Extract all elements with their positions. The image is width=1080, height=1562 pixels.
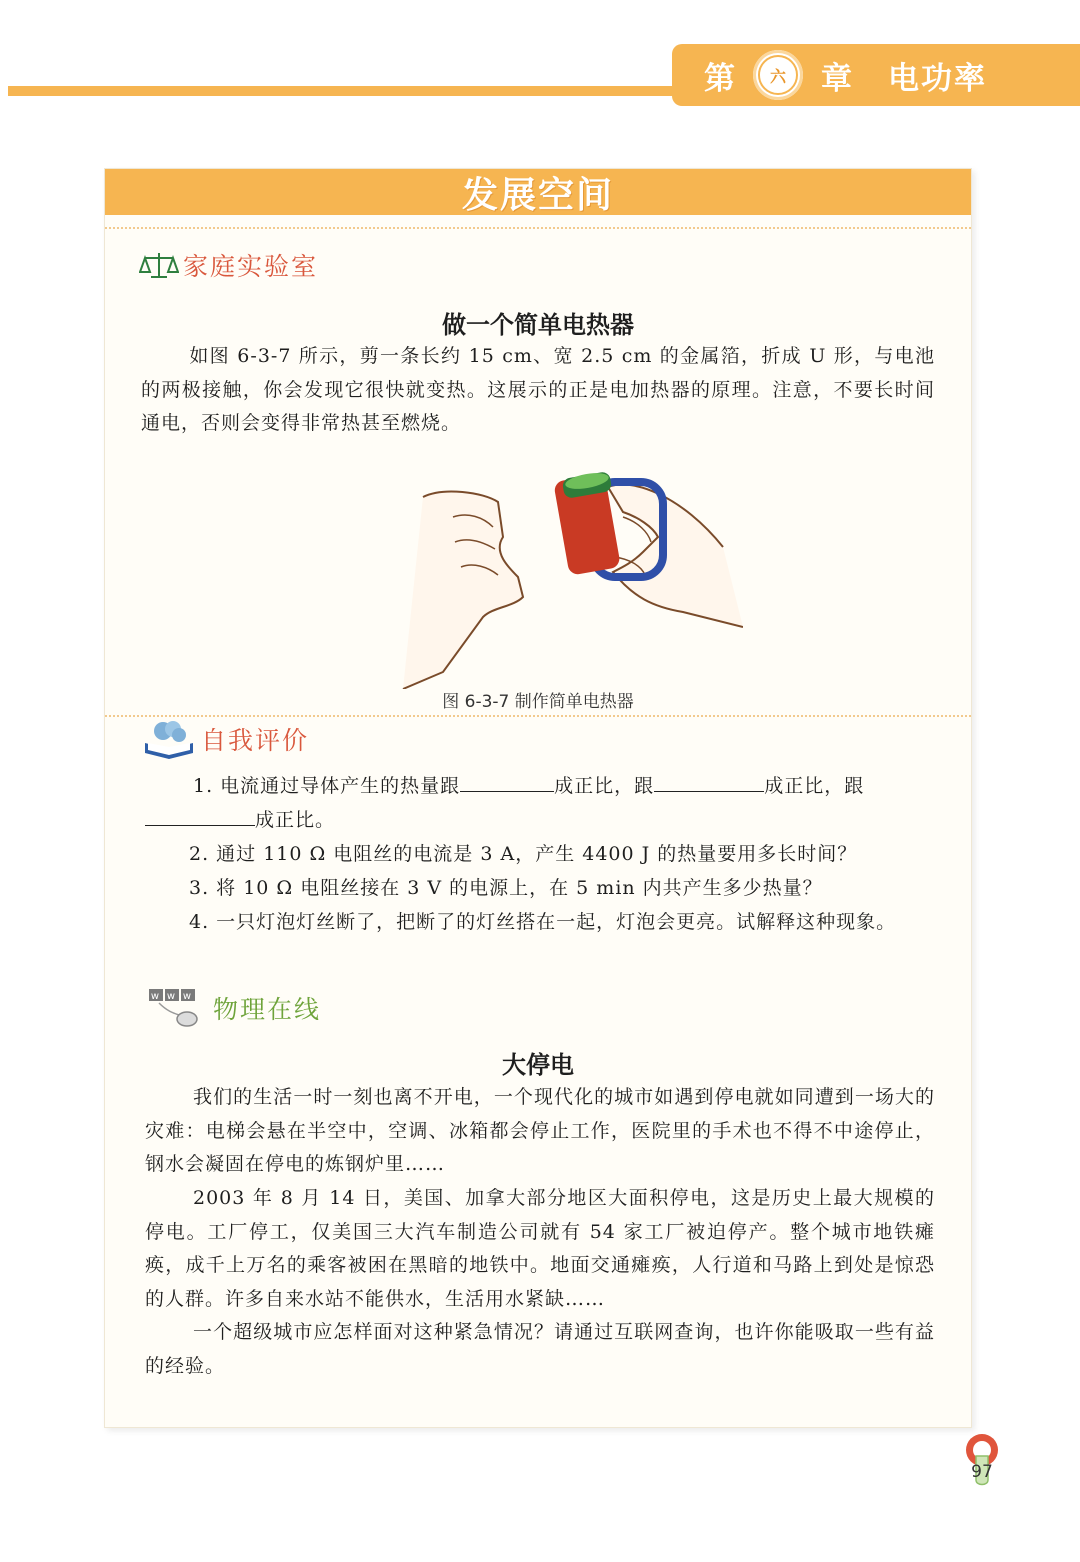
question-1-text-c: 成正比，跟 [764, 775, 865, 797]
question-1-text-d: 成正比。 [255, 809, 336, 831]
chapter-tab [672, 44, 1080, 106]
question-1-text-b: 成正比，跟 [554, 775, 655, 797]
chapter-suffix: 章 [821, 60, 854, 97]
balance-scale-icon [139, 250, 179, 280]
section-banner [105, 169, 971, 215]
dotted-divider [105, 227, 971, 229]
answer-blank[interactable] [145, 805, 255, 826]
svg-text:w: w [150, 991, 162, 1002]
article-text-3: 一个超级城市应怎样面对这种紧急情况？请通过互联网查询，也许你能吸取一些有益的经验。 [145, 1321, 935, 1377]
question-2: 2. 通过 110 Ω 电阻丝的电流是 3 A，产生 4400 J 的热量要用多长时间？ [189, 843, 858, 865]
online-label: 物理在线 [213, 995, 322, 1024]
hands-battery-illustration [383, 457, 743, 689]
answer-blank[interactable] [654, 771, 764, 792]
home-lab-header [139, 247, 318, 283]
article-text-2: 2003 年 8 月 14 日，美国、加拿大部分地区大面积停电，这是历史上最大规模的停电。工厂停工，仅美国三大汽车制造公司就有 54 家工厂被迫停产。整个城市地铁瘫痪，成千上万名的乘客被困在黑暗的地铁中。地面交通瘫痪，人行道和马路上到处是惊恐的人群。许多自来水站不能供水，生活用水紧缺…… [145, 1187, 935, 1310]
question-3: 3. 将 10 Ω 电阻丝接在 3 V 的电源上，在 5 min 内共产生多少热量？ [189, 877, 823, 899]
home-lab-label: 家庭实验室 [183, 252, 319, 281]
self-eval-header [143, 719, 309, 759]
banner-title: 发展空间 [461, 174, 614, 216]
development-panel [104, 168, 972, 1428]
header-rule [8, 86, 698, 96]
open-book-icon [143, 719, 195, 759]
chapter-prefix: 第 [704, 60, 737, 97]
article-text-1: 我们的生活一时一刻也离不开电，一个现代化的城市如遇到停电就如同遭到一场大的灾难：电梯会悬在半空中，空调、冰箱都会停止工作，医院里的手术也不得不中途停止，钢水会凝固在停电的炼钢炉里…… [145, 1086, 935, 1175]
www-mouse-icon [149, 987, 209, 1029]
question-4-text: 4. 一只灯泡灯丝断了，把断了的灯丝搭在一起，灯泡会更亮。试解释这种现象。 [189, 911, 897, 933]
online-header [149, 987, 321, 1029]
svg-text:w: w [182, 991, 194, 1002]
svg-text:w: w [166, 991, 178, 1002]
answer-blank[interactable] [460, 771, 554, 792]
article-title: 大停电 [502, 1051, 574, 1079]
article-paragraph-1 [145, 1081, 935, 1182]
experiment-title: 做一个简单电热器 [442, 311, 634, 339]
question-1-continued [145, 803, 935, 837]
question-4 [145, 905, 935, 939]
self-eval-label: 自我评价 [201, 726, 310, 755]
question-1-text-a: 1. 电流通过导体产生的热量跟 [193, 775, 461, 797]
figure-caption: 图 6-3-7 制作简单电热器 [442, 692, 634, 712]
chapter-number: 六 [758, 55, 798, 95]
dotted-divider [105, 715, 971, 717]
experiment-paragraph [141, 340, 935, 441]
experiment-text: 如图 6-3-7 所示，剪一条长约 15 cm、宽 2.5 cm 的金属箔，折成 U 形，与电池的两极接触，你会发现它很快就变热。这展示的正是电加热器的原理。注意，不要长时间通电，否则会变得非常热甚至燃烧。 [141, 345, 935, 434]
article-paragraph-3 [145, 1316, 935, 1383]
chapter-number-badge [753, 50, 803, 100]
question-1 [193, 769, 935, 803]
chapter-title: 电功率 [888, 60, 987, 97]
article-paragraph-2 [145, 1182, 935, 1316]
page-number: 97 [971, 1462, 993, 1482]
